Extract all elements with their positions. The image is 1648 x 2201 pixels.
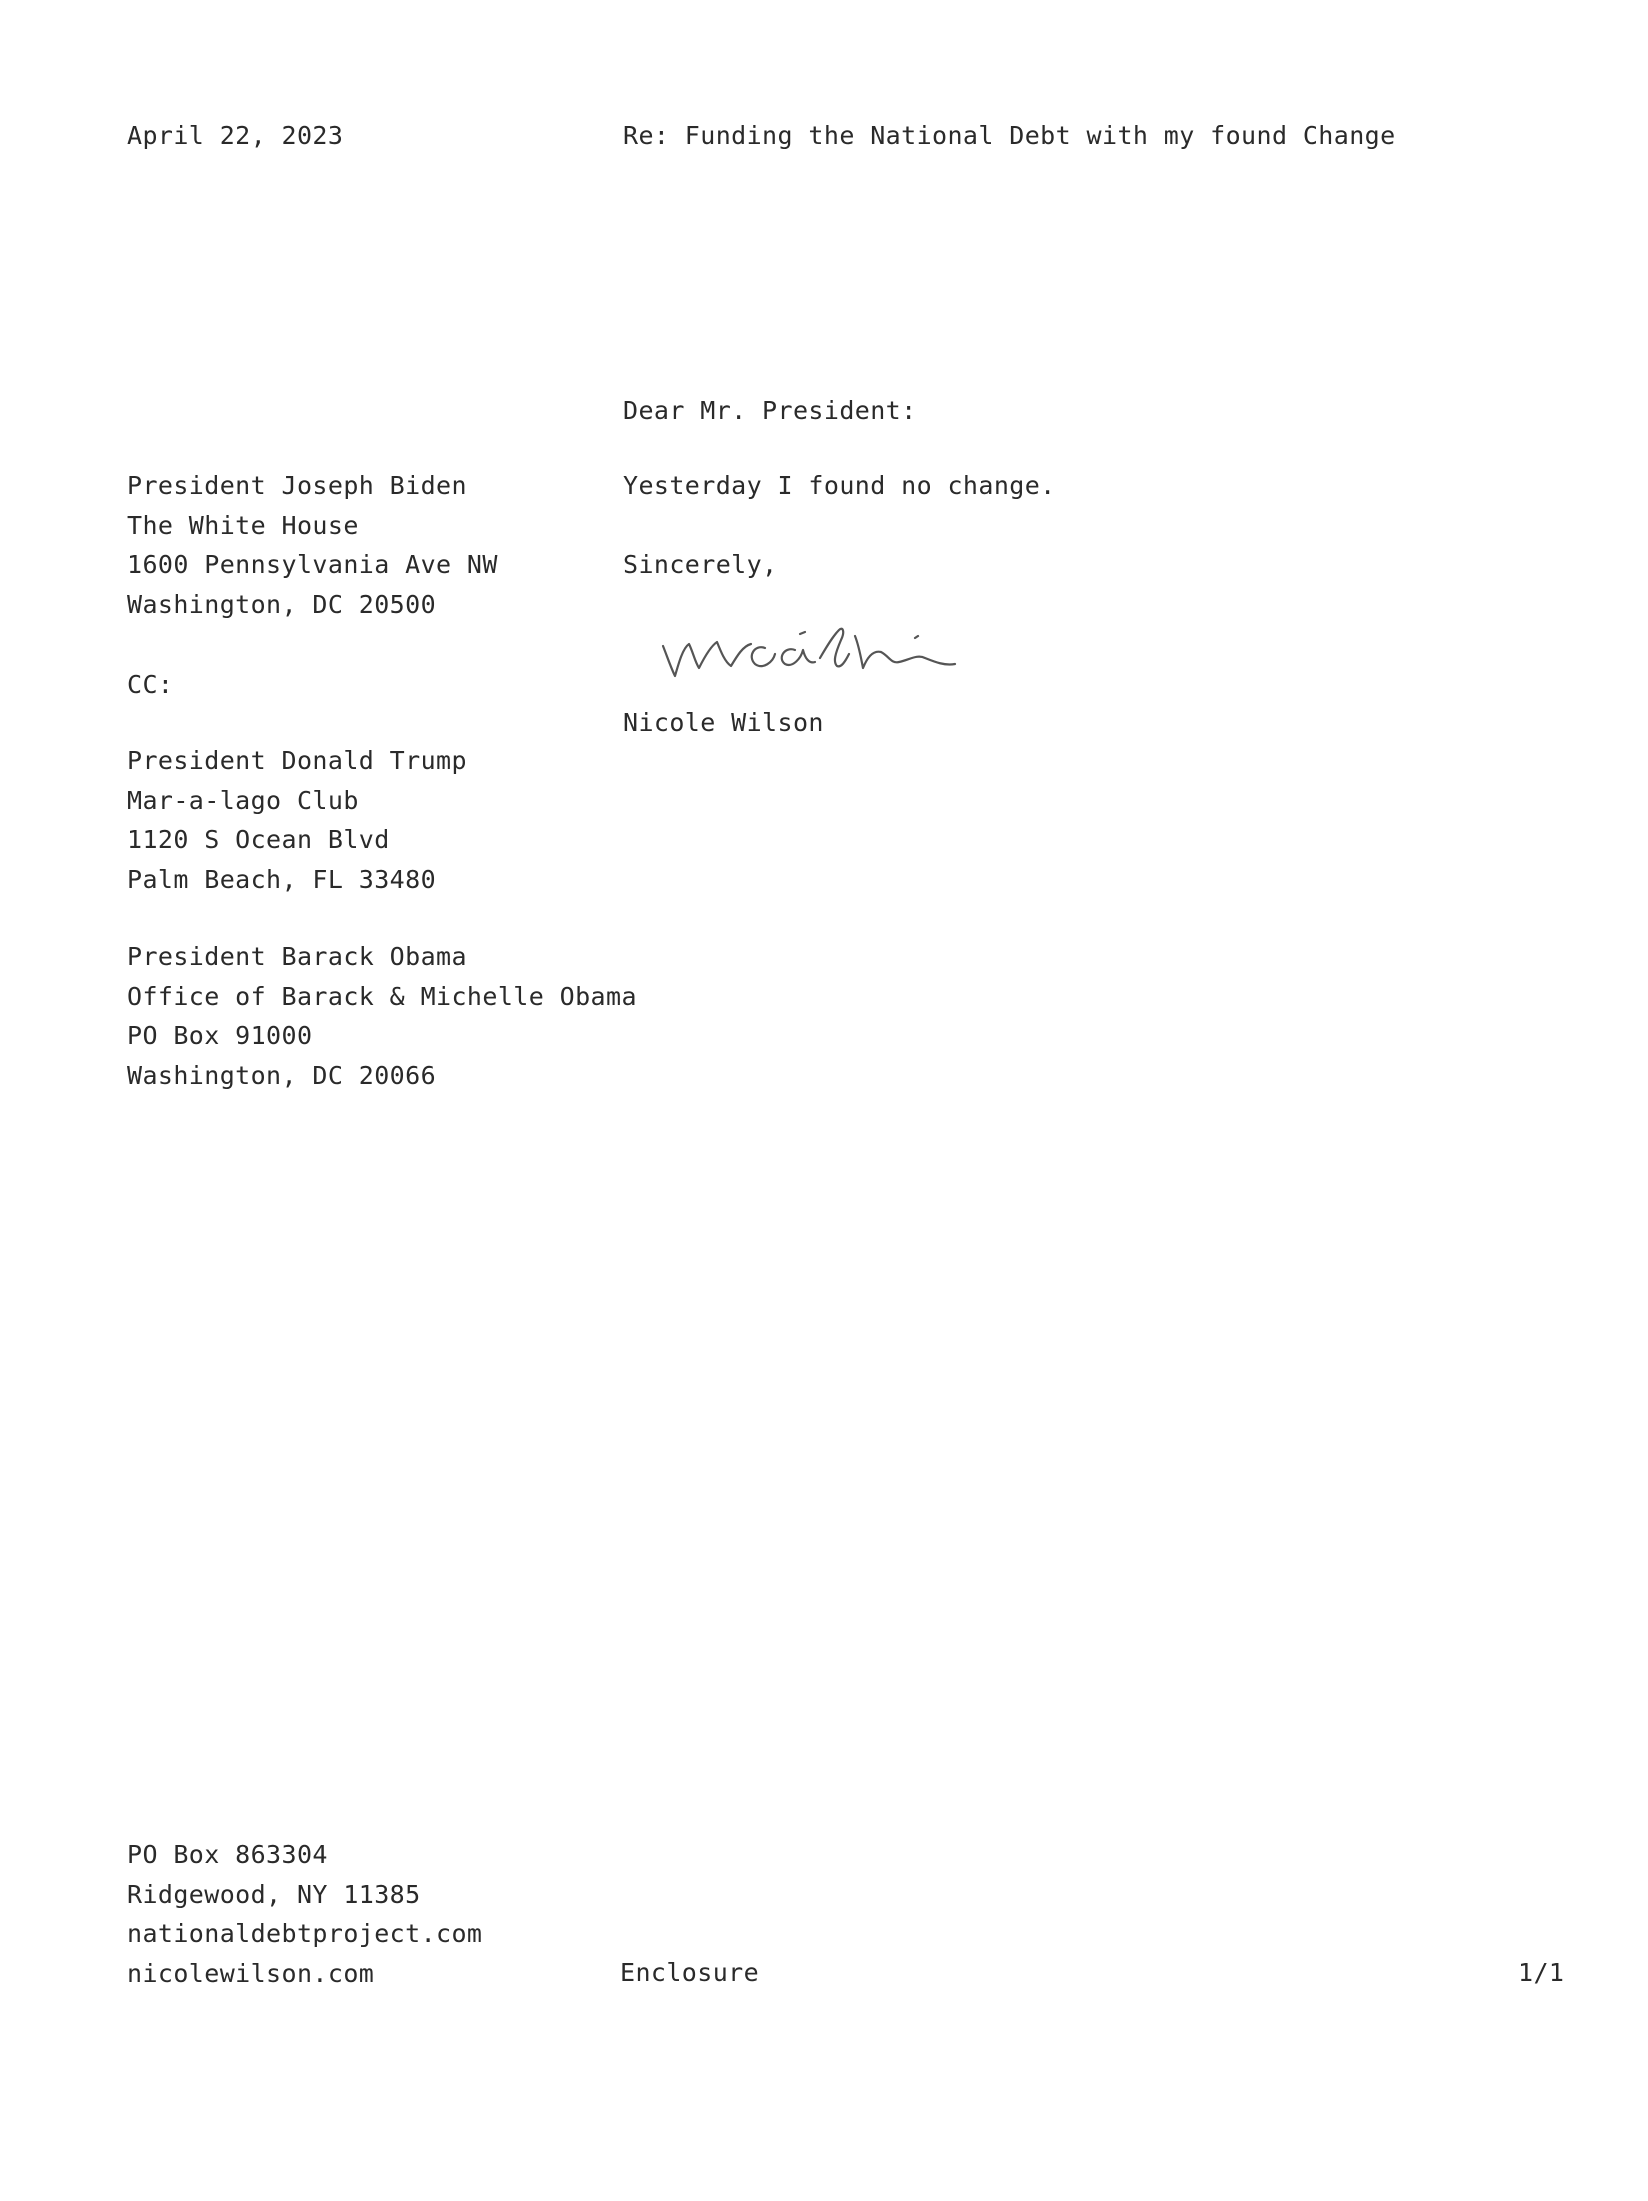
cc-recipient-address — [127, 937, 637, 1095]
page-number: 1/1 — [1518, 1958, 1565, 1987]
sender-website: nationaldebtproject.com — [127, 1919, 483, 1948]
closing: Sincerely, — [623, 550, 778, 579]
cc-address-line: President Donald Trump — [127, 746, 467, 775]
cc-address-line: President Barack Obama — [127, 942, 467, 971]
cc-address-line: Mar-a-lago Club — [127, 785, 359, 815]
cc-recipient-address — [127, 741, 467, 899]
recipient-address-line: The White House — [127, 510, 359, 540]
recipient-address-line: Washington, DC 20500 — [127, 589, 437, 619]
cc-label: CC: — [127, 670, 174, 699]
sender-address — [127, 1835, 482, 1993]
recipient-address-line: President Joseph Biden — [127, 471, 467, 500]
recipient-address-line: 1600 Pennsylvania Ave NW — [127, 550, 498, 579]
cc-address-line: Washington, DC 20066 — [127, 1060, 437, 1090]
letter-subject: Re: Funding the National Debt with my found Change — [623, 121, 1396, 150]
letter-date: April 22, 2023 — [127, 121, 344, 150]
cc-address-line: Palm Beach, FL 33480 — [127, 864, 437, 894]
enclosure-note: Enclosure — [620, 1958, 760, 1987]
salutation: Dear Mr. President: — [623, 396, 917, 425]
cc-address-line: 1120 S Ocean Blvd — [127, 825, 390, 854]
signer-name: Nicole Wilson — [623, 708, 824, 737]
handwritten-signature — [655, 596, 985, 686]
cc-address-line: PO Box 91000 — [127, 1021, 313, 1050]
sender-address-line: Ridgewood, NY 11385 — [127, 1879, 421, 1909]
sender-website: nicolewilson.com — [127, 1958, 375, 1988]
recipient-address — [127, 466, 498, 624]
body-message: Yesterday I found no change. — [623, 471, 1056, 500]
cc-address-line: Office of Barack & Michelle Obama — [127, 981, 637, 1011]
sender-address-line: PO Box 863304 — [127, 1840, 328, 1869]
